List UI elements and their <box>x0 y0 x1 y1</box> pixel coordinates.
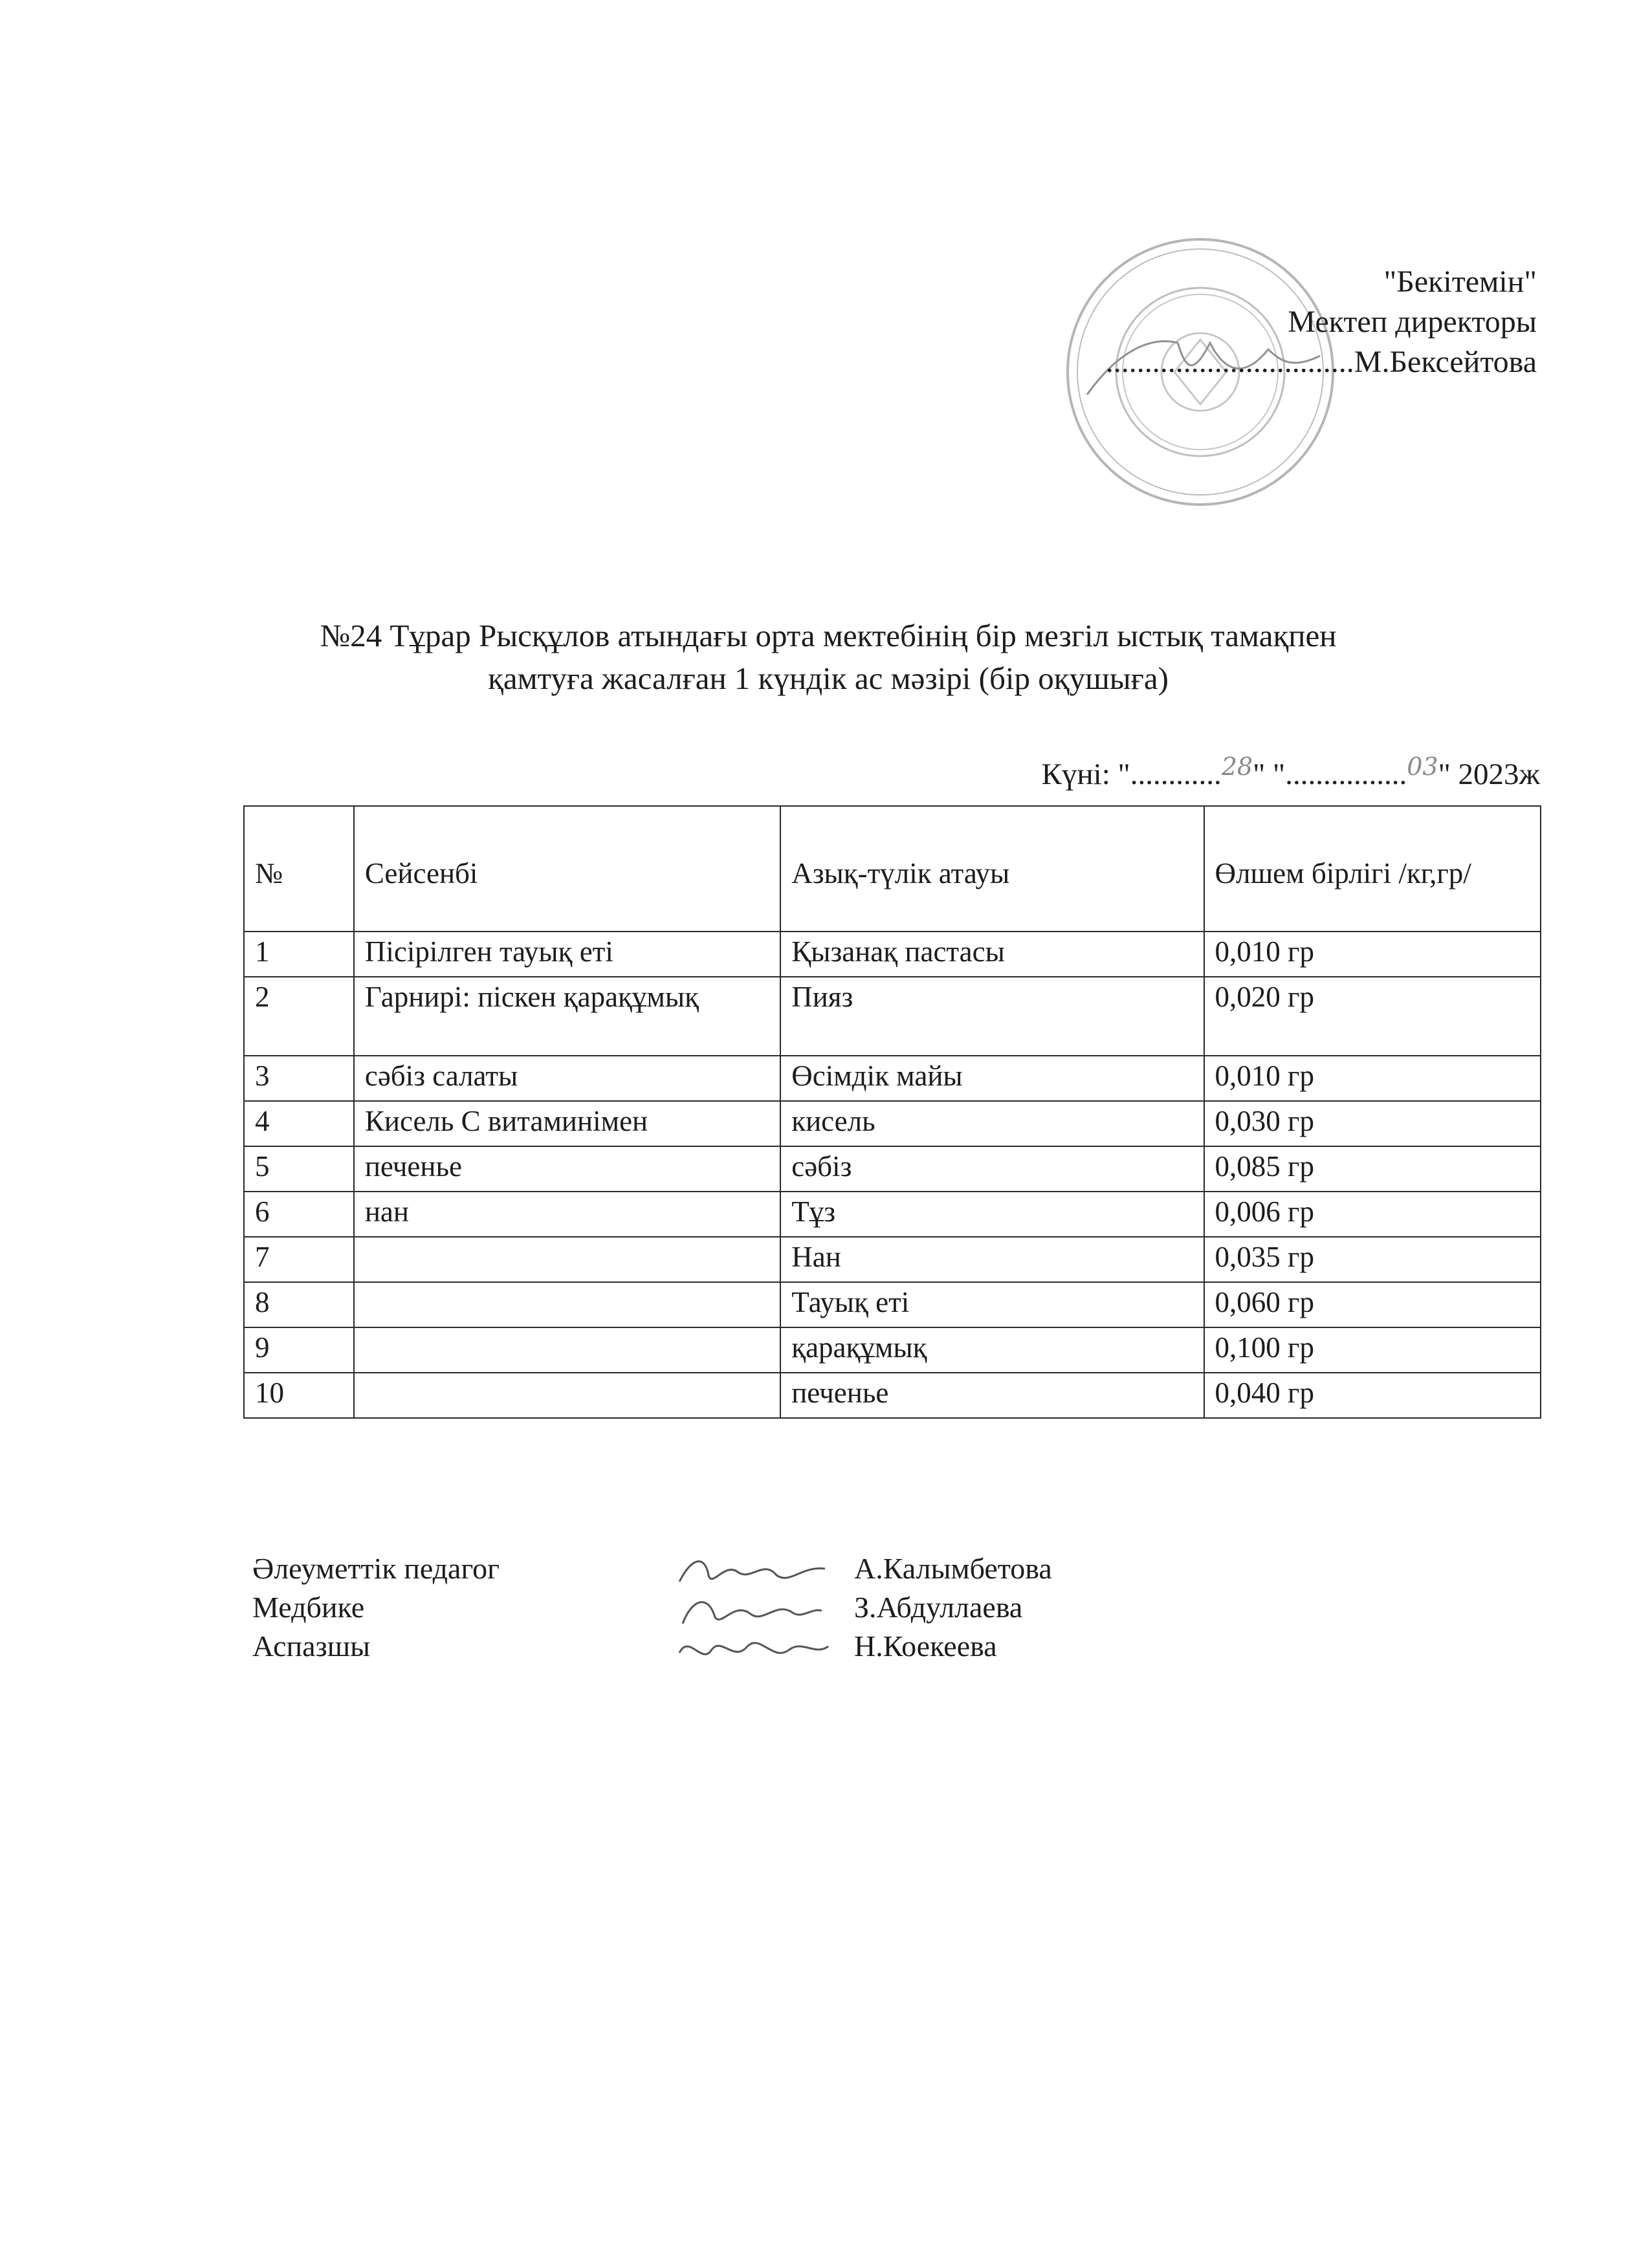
row-number: 10 <box>244 1373 354 1418</box>
unit-cell: 0,006 гр <box>1204 1192 1541 1237</box>
date-month: 03 <box>1407 752 1438 781</box>
signatures-block <box>252 1549 1052 1666</box>
signature-name: А.Калымбетова <box>854 1552 1052 1585</box>
signature-role: Медбике <box>252 1591 365 1624</box>
table-row <box>244 1327 1541 1373</box>
approval-signature-line: ................................М.Бексейтова <box>1105 345 1537 379</box>
row-number: 6 <box>244 1192 354 1237</box>
product-cell: Пияз <box>780 977 1204 1056</box>
date-day-dots: ............ <box>1130 758 1222 791</box>
title-line-1: №24 Тұрар Рысқұлов атындағы орта мектебінің бір мезгіл ыстық тамақпен <box>320 618 1337 653</box>
dish-cell: сәбіз салаты <box>354 1056 780 1101</box>
dish-cell: Пісірілген тауық еті <box>354 932 780 977</box>
dish-cell <box>354 1237 780 1282</box>
date-suffix: " 2023ж <box>1438 758 1540 791</box>
unit-cell: 0,040 гр <box>1204 1373 1541 1418</box>
product-cell: Тұз <box>780 1192 1204 1237</box>
table-row <box>244 1146 1541 1192</box>
date-day: 28 <box>1221 752 1253 781</box>
date-line <box>1041 752 1540 792</box>
table-row <box>244 977 1541 1056</box>
table-header-row <box>244 806 1541 932</box>
header-product: Азық-түлік атауы <box>780 806 1204 932</box>
dish-cell: печенье <box>354 1146 780 1192</box>
unit-cell: 0,035 гр <box>1204 1237 1541 1282</box>
product-cell: Нан <box>780 1237 1204 1282</box>
handwritten-signature <box>673 1627 854 1666</box>
date-prefix: Күні: " <box>1041 758 1130 791</box>
header-unit-label: Өлшем бірлігі /кг,гр/ <box>1215 857 1471 889</box>
table-row <box>244 1101 1541 1146</box>
product-cell: Өсімдік майы <box>780 1056 1204 1101</box>
signature-role: Аспазшы <box>252 1630 371 1663</box>
table-row <box>244 932 1541 977</box>
approval-position: Мектеп директоры <box>1288 305 1537 339</box>
unit-cell: 0,020 гр <box>1204 977 1541 1056</box>
menu-table <box>243 805 1541 1419</box>
table-row <box>244 1282 1541 1327</box>
date-month-dots: ................ <box>1285 758 1407 791</box>
unit-cell: 0,010 гр <box>1204 1056 1541 1101</box>
signature-row <box>252 1549 1052 1588</box>
row-number: 7 <box>244 1237 354 1282</box>
row-number: 5 <box>244 1146 354 1192</box>
signature-row <box>252 1627 1052 1666</box>
row-number: 9 <box>244 1327 354 1373</box>
signature-role: Әлеуметтік педагог <box>252 1552 500 1585</box>
unit-cell: 0,100 гр <box>1204 1327 1541 1373</box>
header-day: Сейсенбі <box>354 806 780 932</box>
row-number: 4 <box>244 1101 354 1146</box>
document-title <box>194 615 1462 700</box>
unit-cell: 0,010 гр <box>1204 932 1541 977</box>
date-mid: " " <box>1253 758 1286 791</box>
table-row <box>244 1237 1541 1282</box>
table-row <box>244 1192 1541 1237</box>
unit-cell: 0,030 гр <box>1204 1101 1541 1146</box>
signature-row <box>252 1588 1052 1627</box>
table-row <box>244 1056 1541 1101</box>
product-cell: Тауық еті <box>780 1282 1204 1327</box>
dish-cell: Гарнирі: піскен қарақұмық <box>354 977 780 1056</box>
dish-cell <box>354 1373 780 1418</box>
handwritten-signature <box>673 1588 854 1627</box>
product-cell: Қызанақ пастасы <box>780 932 1204 977</box>
product-cell: қарақұмық <box>780 1327 1204 1373</box>
unit-cell: 0,085 гр <box>1204 1146 1541 1192</box>
dish-cell: Кисель С витаминімен <box>354 1101 780 1146</box>
dish-cell: нан <box>354 1192 780 1237</box>
row-number: 1 <box>244 932 354 977</box>
dish-cell <box>354 1327 780 1373</box>
product-cell: сәбіз <box>780 1146 1204 1192</box>
product-cell: кисель <box>780 1101 1204 1146</box>
title-line-2: қамтуға жасалған 1 күндік ас мәзірі (бір оқушыға) <box>488 660 1169 696</box>
signature-name: З.Абдуллаева <box>854 1591 1023 1624</box>
row-number: 2 <box>244 977 354 1056</box>
approval-label: "Бекітемін" <box>1383 265 1537 299</box>
product-cell: печенье <box>780 1373 1204 1418</box>
handwritten-signature <box>673 1549 854 1588</box>
unit-cell: 0,060 гр <box>1204 1282 1541 1327</box>
dish-cell <box>354 1282 780 1327</box>
row-number: 8 <box>244 1282 354 1327</box>
approval-block <box>1106 262 1537 382</box>
header-unit <box>1204 806 1541 932</box>
table-row <box>244 1373 1541 1418</box>
header-number: № <box>244 806 354 932</box>
signature-name: Н.Коекеева <box>854 1630 997 1663</box>
row-number: 3 <box>244 1056 354 1101</box>
